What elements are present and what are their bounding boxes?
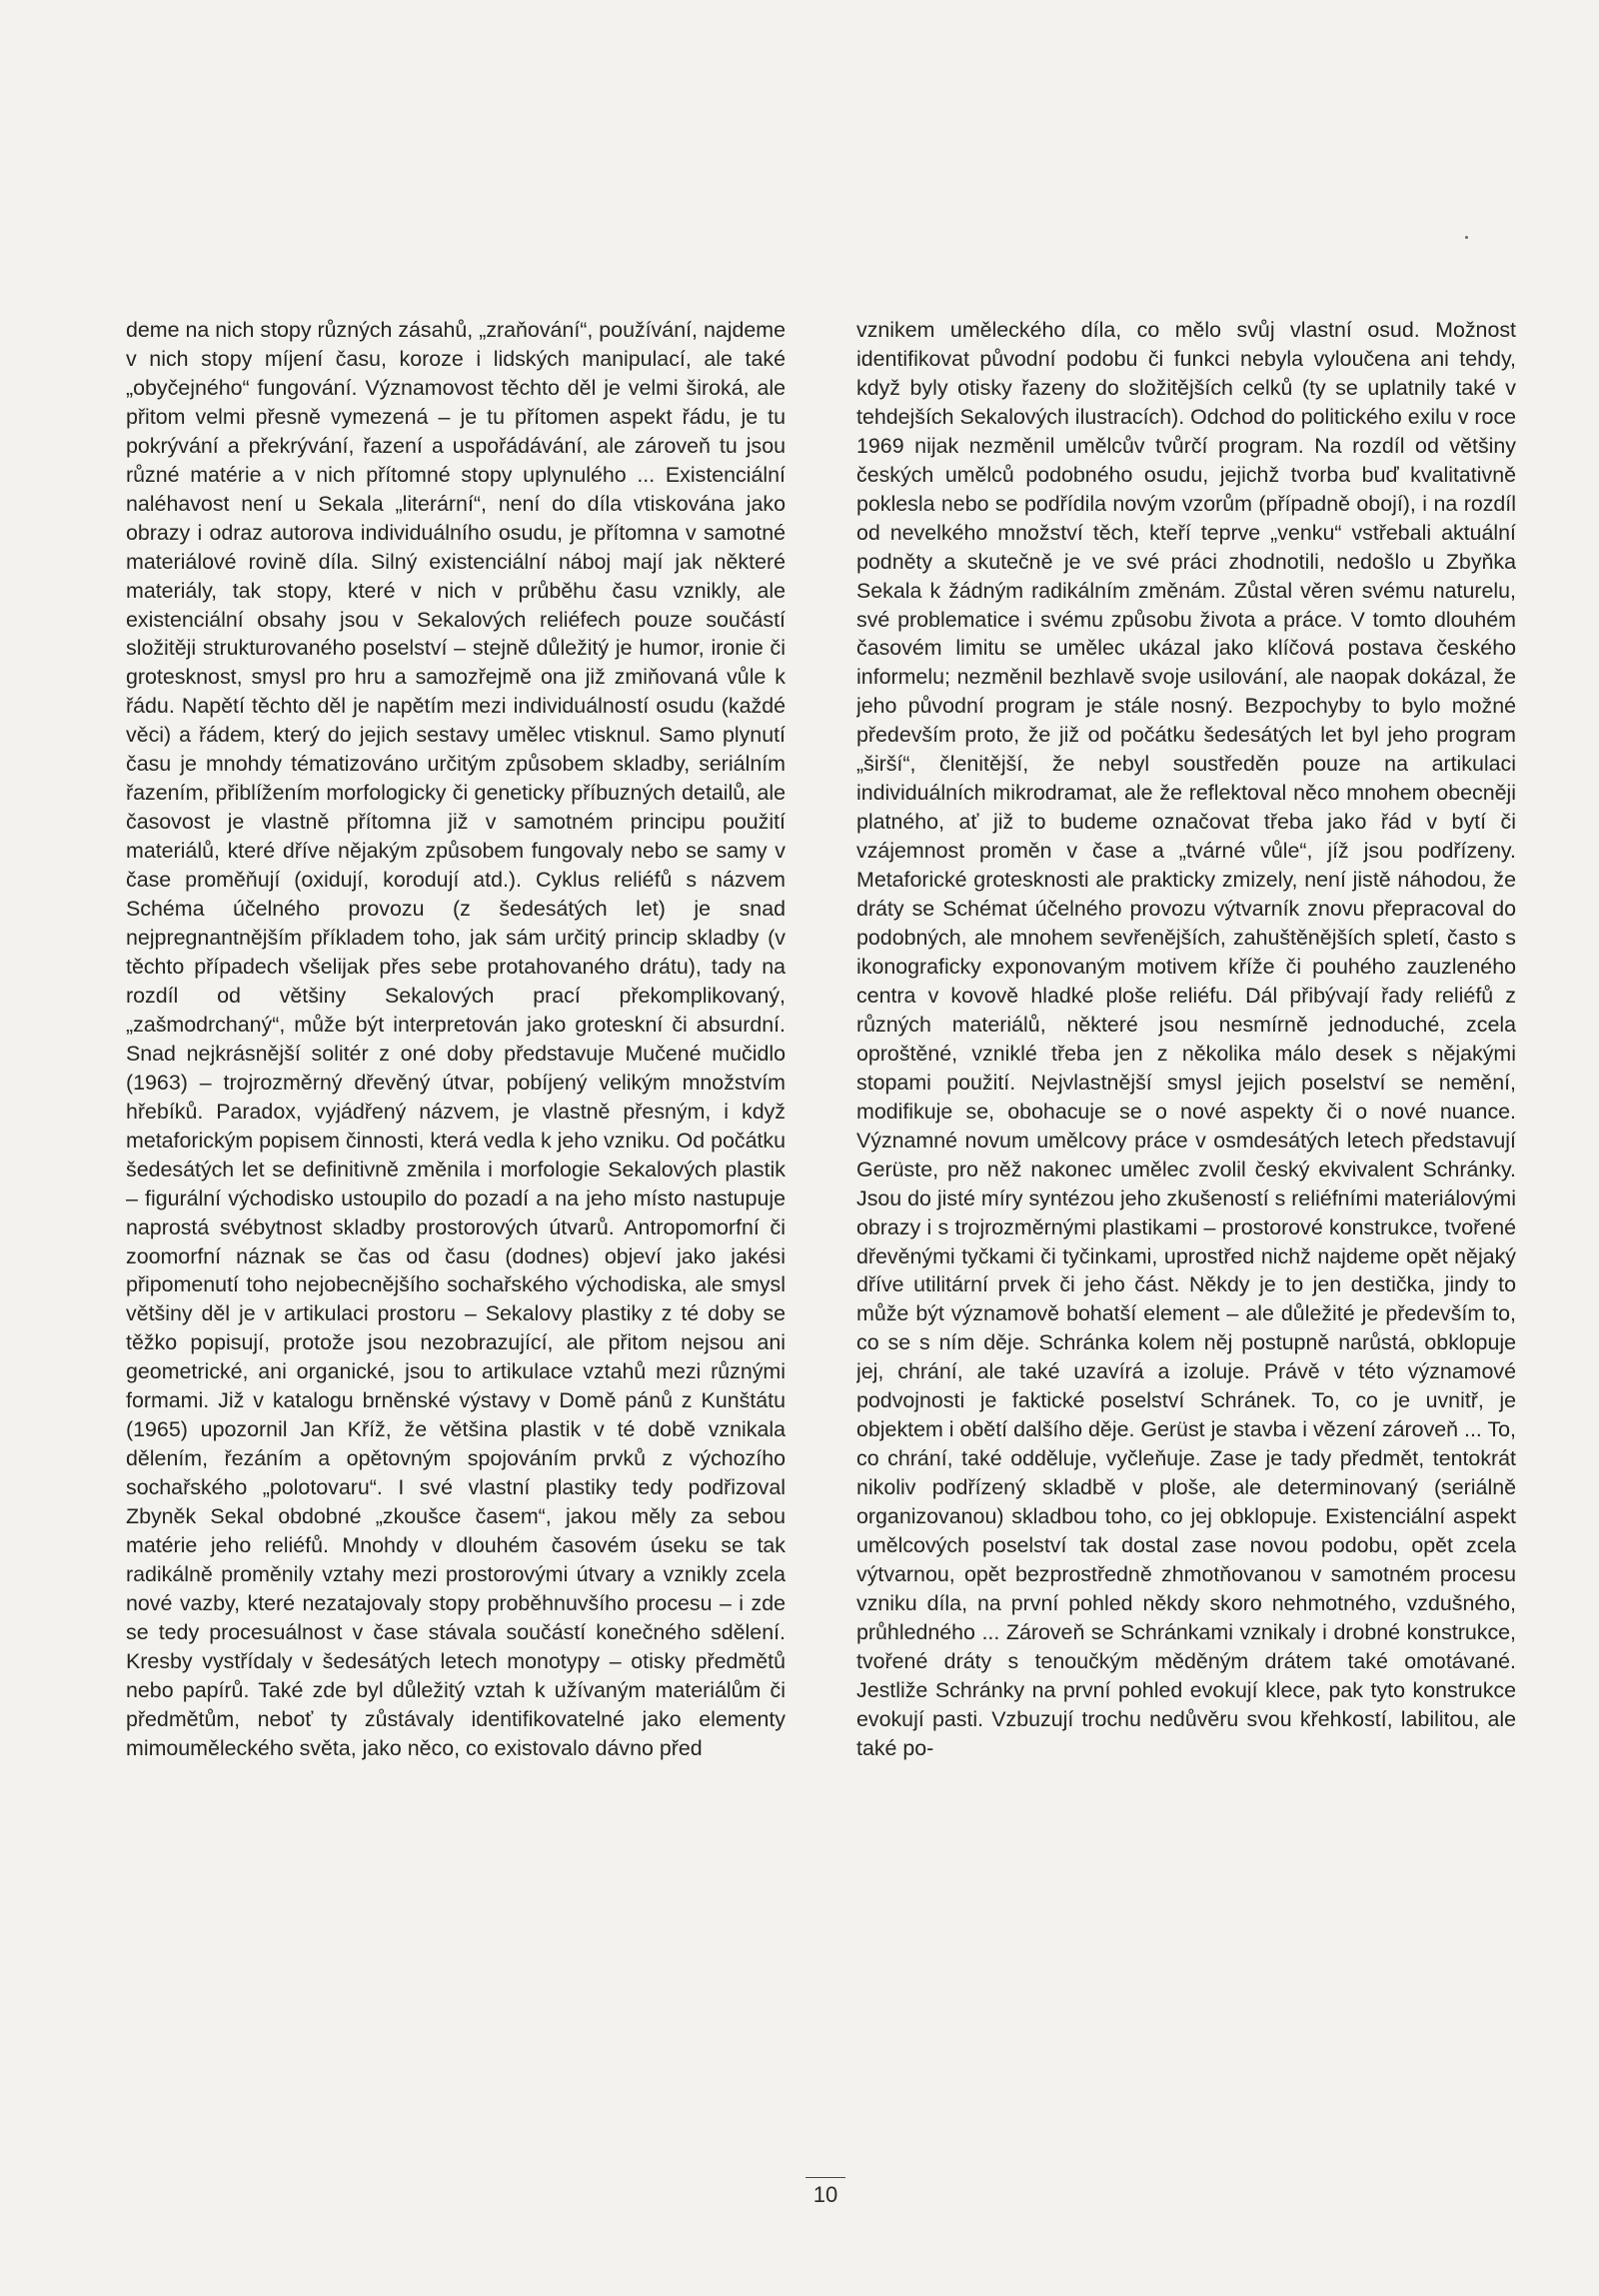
text-column-right xyxy=(856,316,1516,2135)
page-number: 10 xyxy=(812,2182,838,2207)
page-number-rule xyxy=(805,2177,845,2178)
body-paragraph-right: vznikem uměleckého díla, co mělo svůj vlastní osud. Možnost identifikovat původní podobu či funkci nebyla vyloučena ani tehdy, když byly otisky řazeny do složitějších celků (ty se uplatnily také v tehdejších Sekalových ilustracích). Odchod do politického exilu v roce 1969 nijak nezměnil umělcův tvůrčí program. Na rozdíl od většiny českých umělců podobného osudu, jejichž tvorba buď kvalitativně poklesla nebo se podřídila novým vzorům (případně obojí), i na rozdíl od nevelkého množství těch, kteří teprve „venku“ vstřebali aktuální podněty a skutečně je ve své práci zhodnotili, nedošlo u Zbyňka Sekala k žádným radikálním změnám. Zůstal věren svému naturelu, své problematice i svému způsobu života a práce. V tomto dlouhém časovém limitu se umělec ukázal jako klíčová postava českého informelu; nezměnil bezhlavě svoje usilování, ale naopak dokázal, že jeho původní program je stále nosný. Bezpochyby to bylo možné především proto, že již od počátku šedesátých let byl jeho program „širší“, členitější, že nebyl soustředěn pouze na artikulaci individuálních mikrodramat, ale že reflektoval něco mnohem obecněji platného, ať již to budeme označovat třeba jako řád v bytí či vzájemnost proměn v čase a „tvárné vůle“, jíž jsou podřízeny. Metaforické grotesknosti ale prakticky zmizely, není jistě náhodou, že dráty se Schémat účelného provozu výtvarník znovu přepracoval do podobných, ale mnohem sevřenějších, zahuštěnějších spletí, často s ikonograficky exponovaným motivem kříže či pouhého zauzleného centra v kovově hladké ploše reliéfu. Dál přibývají řady reliéfů z různých materiálů, některé jsou nesmírně jednoduché, zcela oproštěné, vzniklé třeba jen z několika málo desek s nějakými stopami použití. Nejvlastnější smysl jejich poselství se nemění, modifikuje se, obohacuje se o nové aspekty či o nové nuance. Významné novum umělcovy práce v osmdesátých letech představují Gerüste, pro něž nakonec umělec zvolil český ekvivalent Schránky. Jsou do jisté míry syntézou jeho zkušeností s reliéfními materiálovými obrazy i s trojrozměrnými plastikami – prostorové konstrukce, tvořené dřevěnými tyčkami či tyčinkami, uprostřed nichž najdeme opět nějaký dříve utilitární prvek či jeho část. Někdy je to jen destička, jindy to může být významově bohatší element – ale důležité je především to, co se s ním děje. Schránka kolem něj postupně narůstá, obklopuje jej, chrání, ale také uzavírá a izoluje. Právě v této významové podvojnosti je faktické poselství Schránek. To, co je uvnitř, je objektem i obětí dalšího děje. Gerüst je stavba i vězení zároveň ... To, co chrání, také odděluje, vyčleňuje. Zase je tady předmět, tentokrát nikoliv podřízený skladbě v ploše, ale determinovaný (seriálně organizovanou) skladbou toho, co jej obklopuje. Existenciální aspekt umělcových poselství tak dostal zase novou podobu, opět zcela výtvarnou, opět bezprostředně zhmotňovanou v samotném procesu vzniku díla, na první pohled někdy skoro nehmotného, vzdušného, průhledného ... Zároveň se Schránkami vznikaly i drobné konstrukce, tvořené dráty s tenoučkým měděným drátem také omotávané. Jestliže Schránky na první pohled evokují klece, pak tyto konstrukce evokují pasti. Vzbuzují trochu nedůvěru svou křehkostí, labilitou, ale také po- xyxy=(856,318,1516,1760)
body-paragraph-left: deme na nich stopy různých zásahů, „zraňování“, používání, najdeme v nich stopy míjení času, koroze i lidských manipulací, ale také „obyčejného“ fungování. Významovost těchto děl je velmi široká, ale přitom velmi přesně vymezená – je tu přítomen aspekt řádu, je tu pokrývání a překrývání, řazení a uspořádávání, ale zároveň tu jsou různé matérie a v nich přítomné stopy uplynulého ... Existenciální naléhavost není u Sekala „literární“, není do díla vtiskována jako obrazy i odraz autorova individuálního osudu, je přítomna v samotné materiálové rovině díla. Silný existenciální náboj mají jak některé materiály, tak stopy, které v nich v průběhu času vznikly, ale existenciální obsahy jsou v Sekalových reliéfech pouze součástí složitěji strukturovaného poselství – stejně důležitý je humor, ironie či grotesknost, smysl pro hru a samozřejmě ona již zmiňovaná vůle k řádu. Napětí těchto děl je napětím mezi individuálností osudu (každé věci) a řádem, který do jejich sestavy umělec vtisknul. Samo plynutí času je mnohdy tématizováno určitým způsobem skladby, seriálním řazením, přiblížením morfologicky či geneticky příbuzných detailů, ale časovost je vlastně přítomna již v samotném principu použití materiálů, které dříve nějakým způsobem fungovaly nebo se samy v čase proměňují (oxidují, korodují atd.). Cyklus reliéfů s názvem Schéma účelného provozu (z šedesátých let) je snad nejpregnantnějším příkladem toho, jak sám určitý princip skladby (v těchto případech všelijak přes sebe protahovaného drátu), tady na rozdíl od většiny Sekalových prací překomplikovaný, „zašmodrchaný“, může být interpretován jako groteskní či absurdní. Snad nejkrásnější solitér z oné doby představuje Mučené mučidlo (1963) – trojrozměrný dřevěný útvar, pobíjený velikým množstvím hřebíků. Paradox, vyjádřený názvem, je vlastně přesným, i když metaforickým popisem činnosti, která vedla k jeho vzniku. Od počátku šedesátých let se definitivně změnila i morfologie Sekalových plastik – figurální východisko ustoupilo do pozadí a na jeho místo nastupuje naprostá svébytnost skladby prostorových útvarů. Antropomorfní či zoomorfní náznak se čas od času (dodnes) objeví jako jakési připomenutí toho nejobecnějšího sochařského východiska, ale smysl většiny děl je v artikulaci prostoru – Sekalovy plastiky z té doby se těžko popisují, protože jsou nezobrazující, ale přitom nejsou ani geometrické, ani organické, jsou to artikulace vztahů mezi různými formami. Již v katalogu brněnské výstavy v Domě pánů z Kunštátu (1965) upozornil Jan Kříž, že většina plastik v té době vznikala dělením, řezáním a opětovným spojováním prvků z výchozího sochařského „polotovaru“. I své vlastní plastiky tedy podřizoval Zbyněk Sekal obdobné „zkoušce časem“, jakou měly za sebou matérie jeho reliéfů. Mnohdy v dlouhém časovém úseku se tak radikálně proměnily vztahy mezi prostorovými útvary a vznikly zcela nové vazby, které nezatajovaly stopy proběhnuvšího procesu – i zde se tedy procesuálnost v čase stávala součástí konečného sdělení. Kresby vystřídaly v šedesátých letech monotypy – otisky předmětů nebo papírů. Také zde byl důležitý vztah k užívaným materiálům či předmětům, neboť ty zůstávaly identifikovatelné jako elementy mimouměleckého světa, jako něco, co existovalo dávno před xyxy=(126,318,786,1760)
text-column-left xyxy=(126,316,786,2135)
paper-speck xyxy=(1465,236,1468,239)
